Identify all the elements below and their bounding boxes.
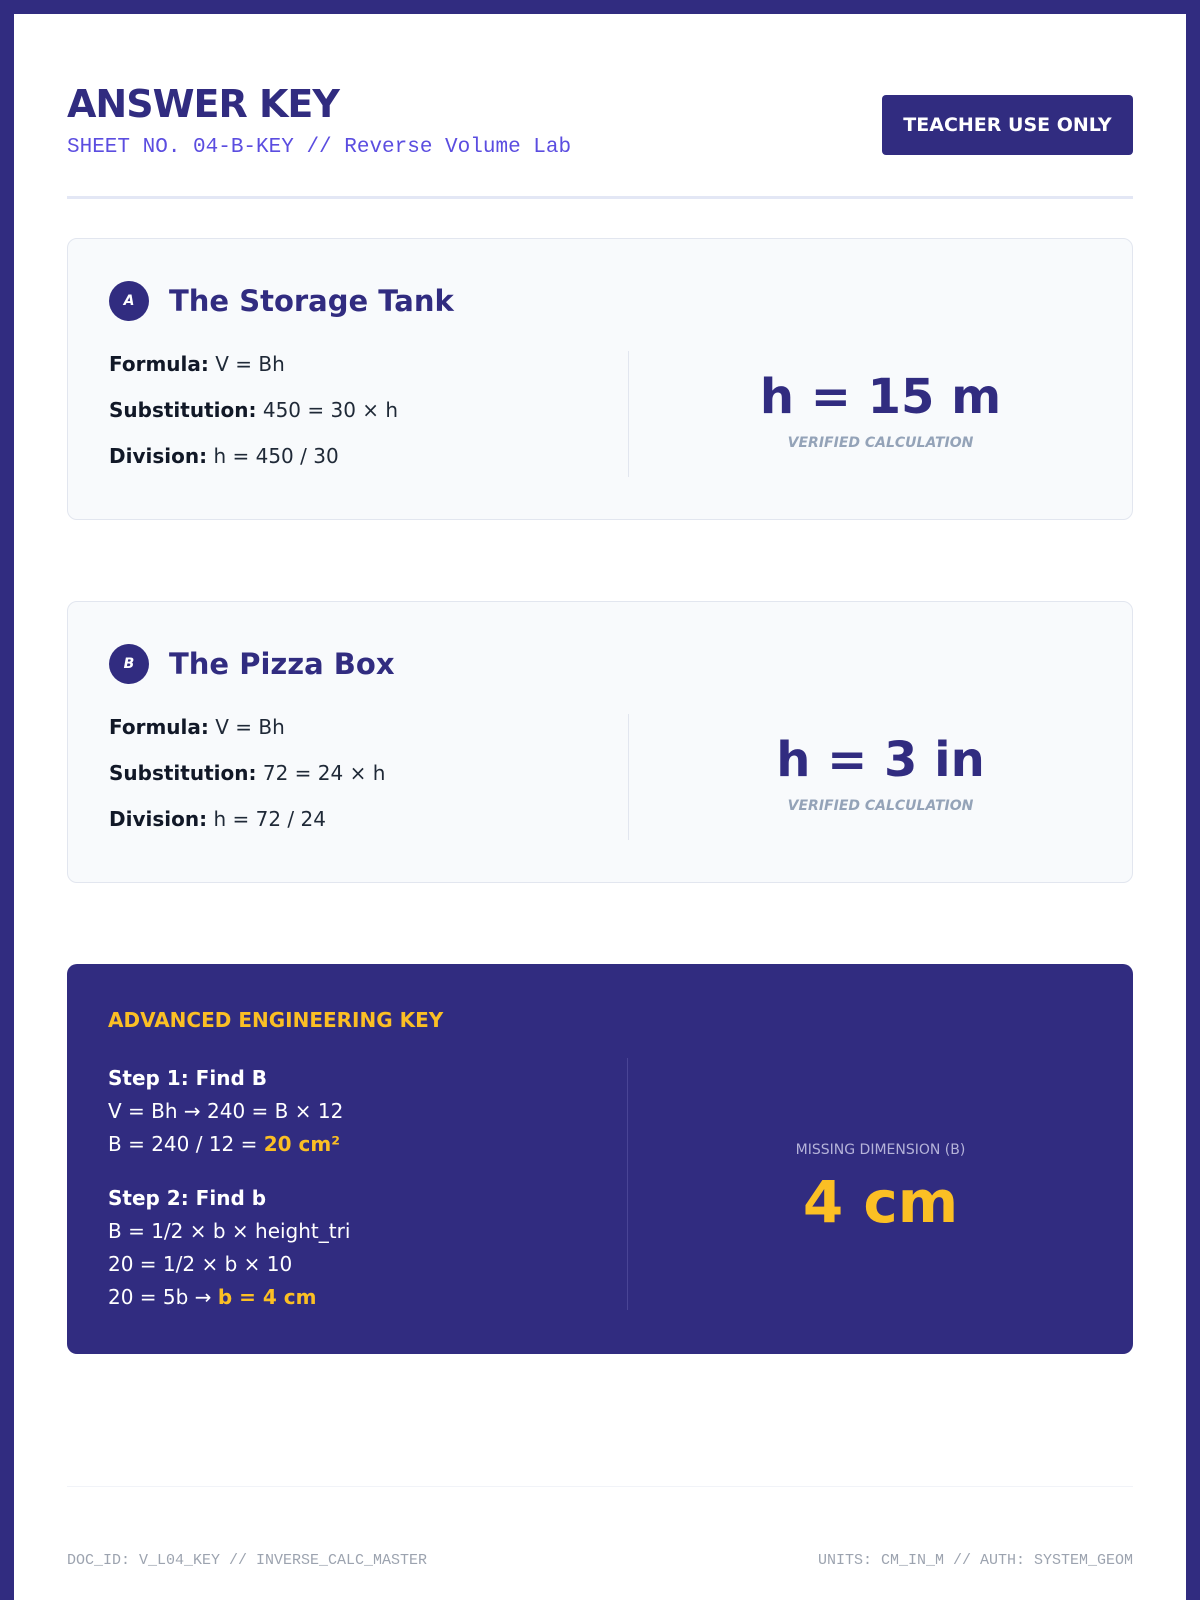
result-value: h = 3 in bbox=[776, 732, 985, 788]
step-value: 72 = 24 × h bbox=[262, 761, 386, 785]
problem-title: The Storage Tank bbox=[169, 284, 454, 318]
problem-header bbox=[109, 644, 395, 684]
step-formula bbox=[109, 714, 385, 760]
step-2-heading: Step 2: Find b bbox=[108, 1186, 267, 1210]
step-1-line-1: V = Bh → 240 = B × 12 bbox=[108, 1099, 344, 1123]
highlighted-answer: 20 cm² bbox=[263, 1132, 340, 1156]
verified-note: VERIFIED CALCULATION bbox=[787, 798, 974, 814]
problem-letter-badge: B bbox=[109, 644, 149, 684]
step-2-line-3 bbox=[108, 1281, 350, 1314]
missing-dimension-value: 4 cm bbox=[802, 1168, 959, 1236]
highlighted-answer: b = 4 cm bbox=[217, 1285, 317, 1309]
footer-units: UNITS: CM_IN_M // AUTH: SYSTEM_GEOM bbox=[817, 1552, 1133, 1569]
step-label: Formula: bbox=[109, 715, 209, 739]
sheet-header bbox=[67, 72, 1133, 199]
problem-header bbox=[109, 281, 454, 321]
step-formula bbox=[109, 351, 398, 397]
equation-text: B = 240 / 12 = bbox=[108, 1132, 264, 1156]
step-value: V = Bh bbox=[215, 352, 285, 376]
page-title: ANSWER KEY bbox=[67, 82, 339, 126]
problem-card-a bbox=[67, 238, 1133, 520]
step-division bbox=[109, 443, 398, 489]
step-value: h = 72 / 24 bbox=[213, 807, 326, 831]
step-value: h = 450 / 30 bbox=[213, 444, 339, 468]
step-label: Division: bbox=[109, 444, 208, 468]
advanced-engineering-card bbox=[67, 964, 1133, 1354]
equation-text: 20 = 5b → bbox=[108, 1285, 218, 1309]
result-value: h = 15 m bbox=[759, 369, 1002, 425]
step-label: Formula: bbox=[109, 352, 209, 376]
step-2-line-2: 20 = 1/2 × b × 10 bbox=[108, 1252, 293, 1276]
result-panel bbox=[629, 732, 1132, 814]
problem-title: The Pizza Box bbox=[169, 647, 395, 681]
advanced-steps bbox=[108, 1062, 350, 1314]
sheet-subtitle: SHEET NO. 04-B-KEY // Reverse Volume Lab bbox=[67, 136, 572, 159]
step-label: Substitution: bbox=[109, 398, 257, 422]
missing-dimension-label: MISSING DIMENSION (B) bbox=[795, 1142, 966, 1158]
advanced-title: ADVANCED ENGINEERING KEY bbox=[108, 1008, 444, 1032]
footer-doc-id: DOC_ID: V_L04_KEY // INVERSE_CALC_MASTER bbox=[67, 1552, 428, 1569]
verified-note: VERIFIED CALCULATION bbox=[787, 435, 974, 451]
result-panel bbox=[629, 369, 1132, 451]
problem-letter-badge: A bbox=[109, 281, 149, 321]
teacher-use-badge: TEACHER USE ONLY bbox=[882, 95, 1133, 155]
solution-steps bbox=[109, 351, 398, 489]
footer-divider bbox=[67, 1486, 1133, 1487]
answer-key-sheet bbox=[14, 14, 1186, 1600]
advanced-result-panel bbox=[628, 1142, 1133, 1234]
step-label: Substitution: bbox=[109, 761, 257, 785]
solution-steps bbox=[109, 714, 385, 852]
problem-card-b bbox=[67, 601, 1133, 883]
step-value: 450 = 30 × h bbox=[262, 398, 399, 422]
step-substitution bbox=[109, 397, 398, 443]
step-1-heading: Step 1: Find B bbox=[108, 1066, 267, 1090]
step-2-line-1: B = 1/2 × b × height_tri bbox=[108, 1219, 351, 1243]
step-substitution bbox=[109, 760, 385, 806]
step-label: Division: bbox=[109, 807, 208, 831]
step-1-line-2 bbox=[108, 1128, 350, 1161]
step-division bbox=[109, 806, 385, 852]
step-value: V = Bh bbox=[215, 715, 285, 739]
